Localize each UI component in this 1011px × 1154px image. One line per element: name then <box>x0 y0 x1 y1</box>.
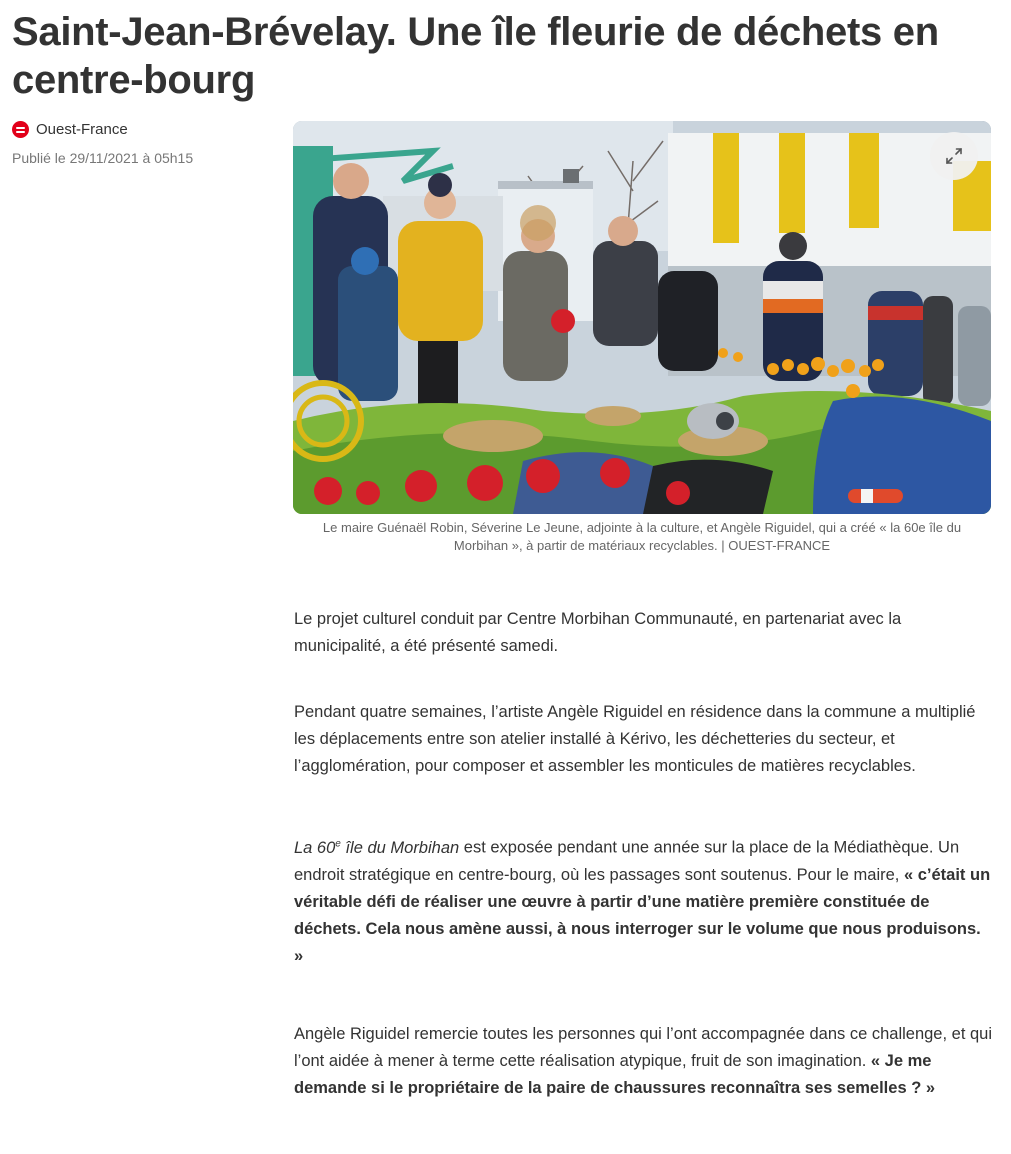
expand-icon <box>943 145 965 167</box>
paragraph-artist: Pendant quatre semaines, l’artiste Angèle Riguidel en résidence dans la commune a multiplié les déplacements entre son atelier installé à Kérivo, les déchetteries du secteur, et l’agglomération, pour composer et assembler les monticules de matières recyclables. <box>294 703 976 775</box>
source-line[interactable] <box>12 121 128 138</box>
source-name[interactable]: Ouest-France <box>36 121 128 138</box>
photo-caption: Le maire Guénaël Robin, Séverine Le Jeune, adjointe à la culture, et Angèle Riguidel, qui a créé « la 60e île du Morbihan », à partir de matériaux recyclables. | OUEST-FRANCE <box>322 520 962 553</box>
paragraph-intro: Le projet culturel conduit par Centre Morbihan Communauté, en partenariat avec la municipalité, a été présenté samedi. <box>294 610 902 655</box>
ouest-france-logo-icon <box>12 121 29 138</box>
photo-illustration <box>293 121 991 514</box>
paragraph-exhibition: La 60e île du Morbihan est exposée pendant une année sur la place de la Médiathèque. Un endroit stratégique en centre-bourg, où les passages sont soutenus. Pour le maire, « c’était un véritable défi de réaliser une œuvre à partir d’une matière première constituée de déchets. Cela nous amène aussi, à nous interroger sur le volume que nous produisons. » <box>294 838 991 965</box>
article-title: Saint-Jean-Brévelay. Une île fleurie de déchets en centre-bourg <box>12 10 939 102</box>
artist-quote: « Je me demande si le propriétaire de la paire de chaussures reconnaîtra ses semelles ? » <box>294 1052 936 1097</box>
artwork-title: La 60e île du Morbihan <box>294 838 460 857</box>
article-photo[interactable] <box>293 121 991 514</box>
expand-photo-button[interactable] <box>930 132 978 180</box>
publish-date: Publié le 29/11/2021 à 05h15 <box>12 150 194 166</box>
mayor-quote: « c’était un véritable défi de réaliser une œuvre à partir d’une matière première constituée de déchets. Cela nous amène aussi, à nous interroger sur le volume que nous produisons. » <box>294 865 991 965</box>
paragraph-thanks: Angèle Riguidel remercie toutes les personnes qui l’ont accompagnée dans ce challenge, et qui l’ont aidée à mener à terme cette réalisation atypique, fruit de son imagination. « Je me demande si le propriétaire de la paire de chaussures reconnaîtra ses semelles ? » <box>294 1025 993 1097</box>
